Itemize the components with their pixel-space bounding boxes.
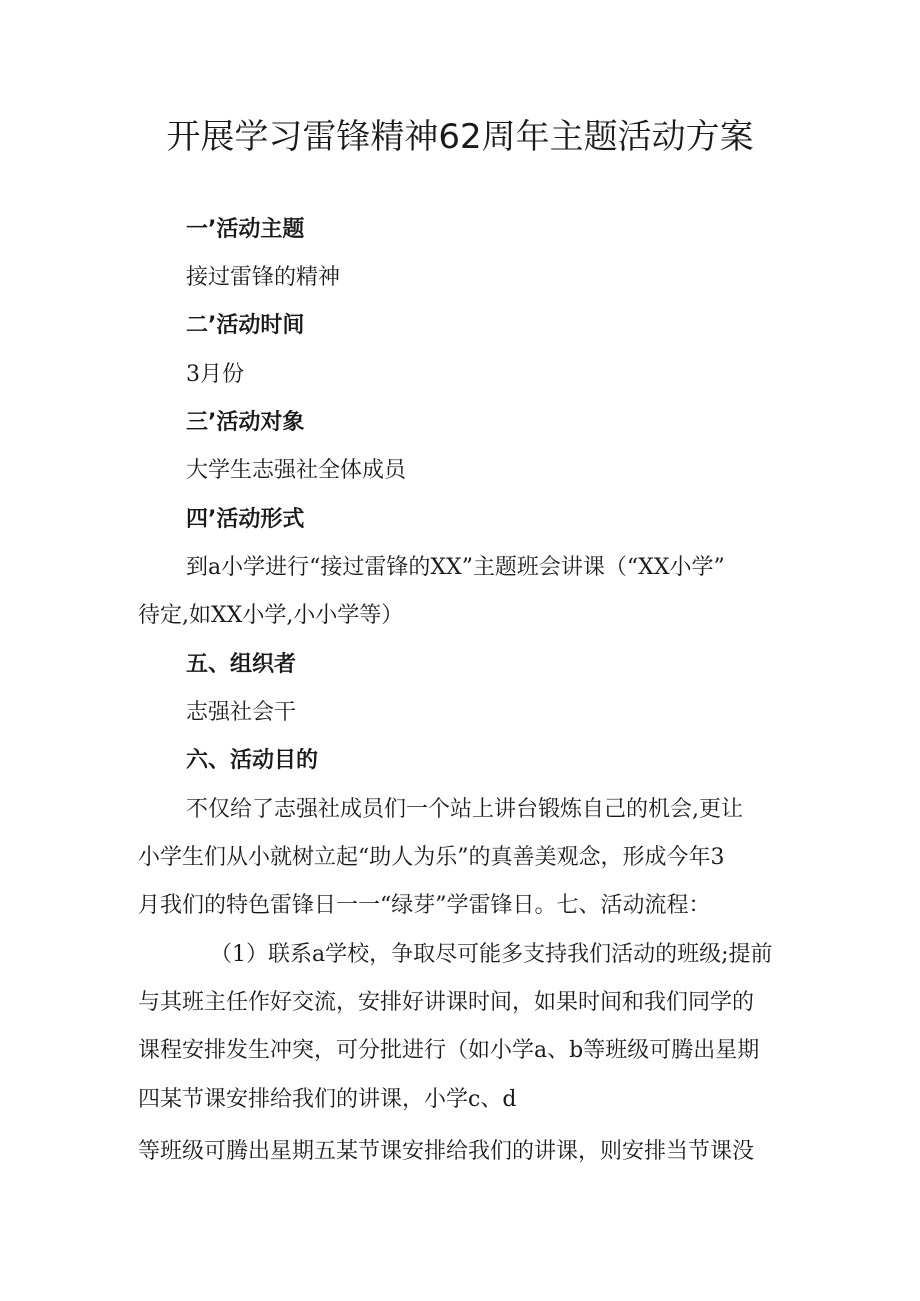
paragraph-theme: 接过雷锋的精神 [186,265,341,290]
paragraph-process-line-1: （1）联系a学校，争取尽可能多支持我们活动的班级;提前 [210,942,773,967]
paragraph-time: 3月份 [186,362,244,387]
paragraph-purpose-line-3: 月我们的特色雷锋日一一“绿芽”学雷锋日。七、活动流程： [138,893,711,918]
paragraph-audience: 大学生志强社全体成员 [186,458,407,483]
paragraph-format-line-2: 待定,如XX小学,小小学等） [138,603,404,628]
paragraph-process-line-3: 课程安排发生冲突，可分批进行（如小学a、b等班级可腾出星期 [138,1038,760,1063]
document-title: 开展学习雷锋精神62周年主题活动方案 [166,117,754,157]
paragraph-organizer: 志强社会干 [186,700,297,725]
paragraph-process-line-5: 等班级可腾出星期五某节课安排给我们的讲课，则安排当节课没 [138,1139,755,1164]
paragraph-process-line-4: 四某节课安排给我们的讲课，小学c、d [138,1087,517,1112]
heading-format: 四’活动形式 [186,507,305,532]
heading-organizer: 五、组织者 [186,652,297,677]
paragraph-purpose-line-1: 不仅给了志强社成员们一个站上讲台锻炼自己的机会,更让 [186,797,743,822]
heading-time: 二’活动时间 [186,313,305,338]
heading-audience: 三’活动对象 [186,410,305,435]
paragraph-purpose-line-2: 小学生们从小就树立起“助人为乐”的真善美观念，形成今年3 [138,845,725,870]
heading-purpose: 六、活动目的 [186,748,319,773]
heading-theme: 一’活动主题 [186,217,305,242]
paragraph-process-line-2: 与其班主任作好交流，安排好讲课时间，如果时间和我们同学的 [138,990,755,1015]
paragraph-format-line-1: 到a小学进行“接过雷锋的XX”主题班会讲课（“XX小学” [186,555,725,580]
